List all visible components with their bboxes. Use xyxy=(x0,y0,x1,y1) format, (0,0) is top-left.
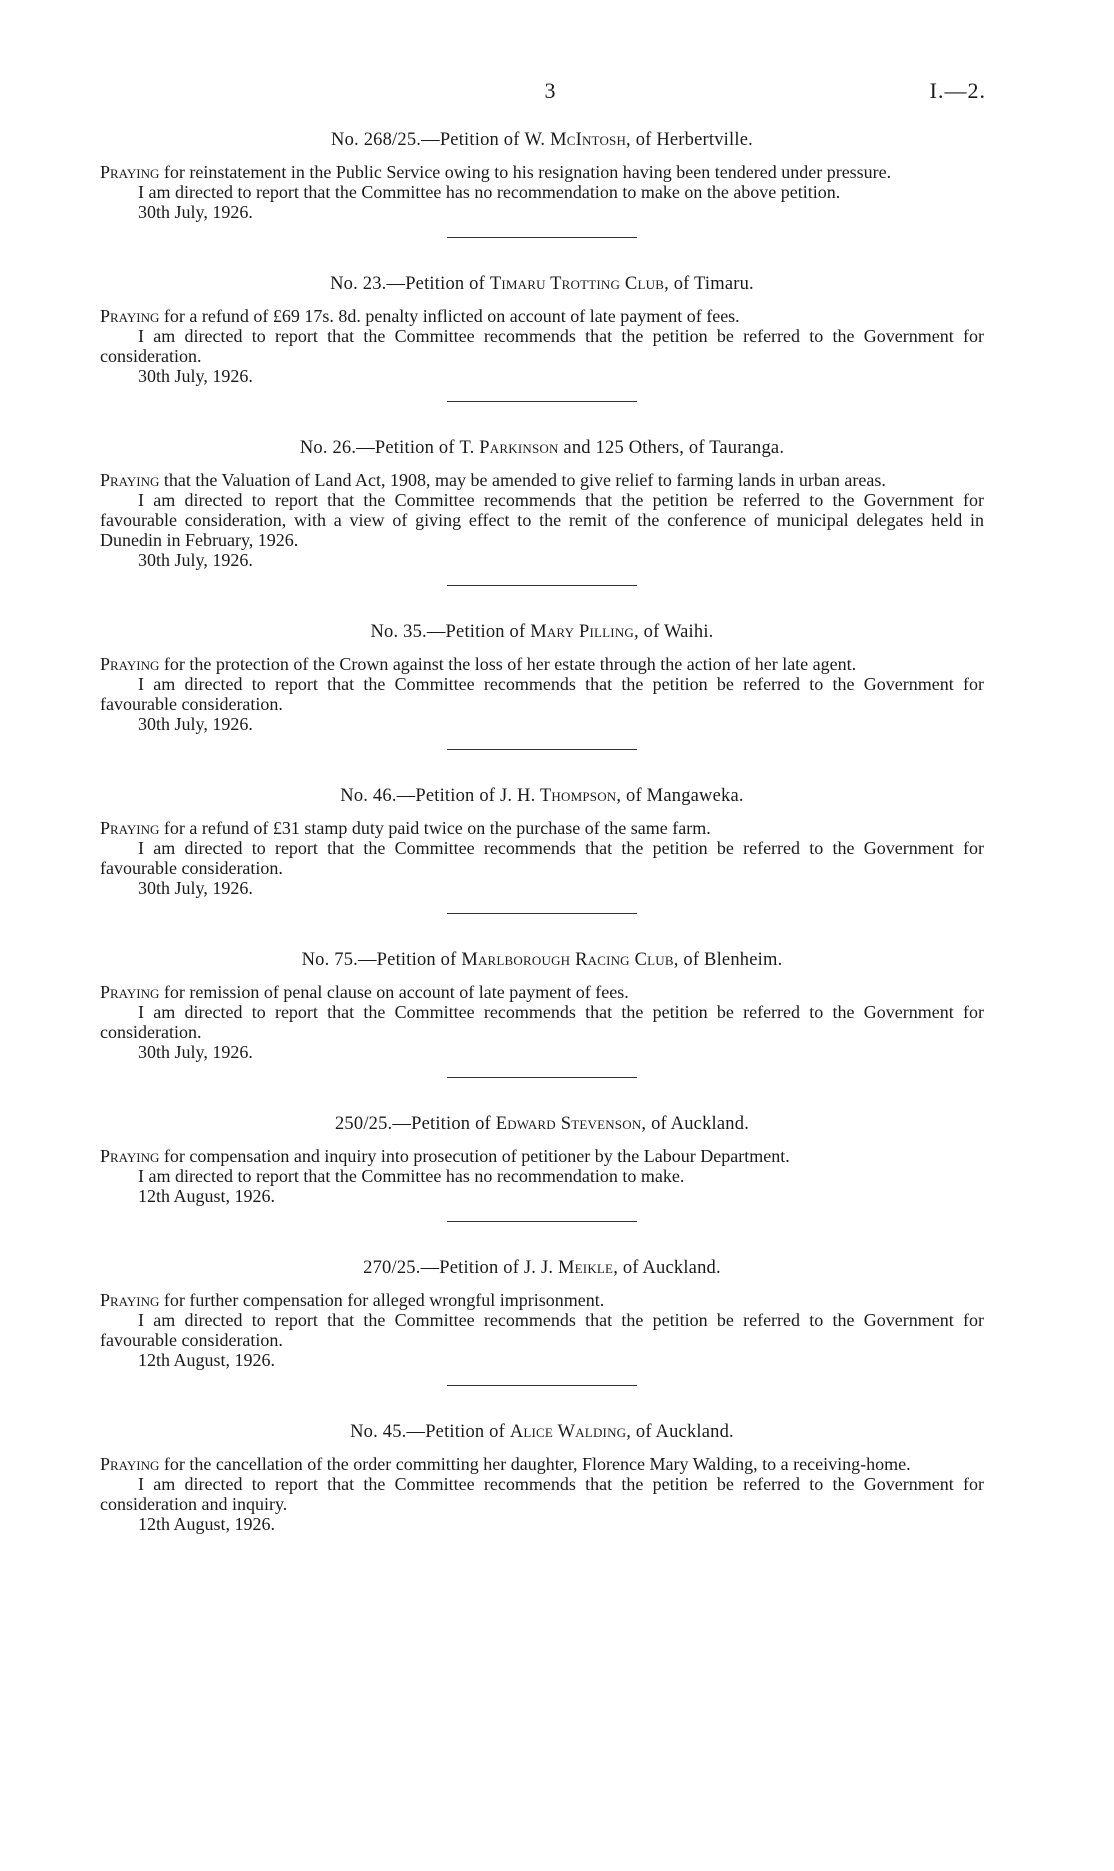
section-divider xyxy=(447,585,637,586)
section-divider xyxy=(447,1385,637,1386)
petition-entry xyxy=(100,784,984,898)
petition-report: I am directed to report that the Committee recommends that the petition be referred to the Government for favourable consideration. xyxy=(100,674,984,714)
petition-praying: Praying for a refund of £69 17s. 8d. penalty inflicted on account of late payment of fees. xyxy=(100,306,740,326)
petition-entry xyxy=(100,272,984,386)
petition-praying: Praying for remission of penal clause on account of late payment of fees. xyxy=(100,982,629,1002)
section-divider xyxy=(447,1077,637,1078)
petition-report: I am directed to report that the Committee recommends that the petition be referred to the Government for consideration. xyxy=(100,1002,984,1042)
petition-title: No. 35.—Petition of Mary Pilling, of Waihi. xyxy=(370,622,714,642)
section-divider xyxy=(447,913,637,914)
petition-title: 250/25.—Petition of Edward Stevenson, of Auckland. xyxy=(334,1114,750,1134)
petition-title: No. 23.—Petition of Timaru Trotting Club, of Timaru. xyxy=(330,274,754,294)
petition-title: No. 268/25.—Petition of W. McIntosh, of Herbertville. xyxy=(331,130,753,150)
petition-date: 12th August, 1926. xyxy=(138,1350,276,1370)
petition-praying: Praying for a refund of £31 stamp duty paid twice on the purchase of the same farm. xyxy=(100,818,711,838)
section-divider xyxy=(447,401,637,402)
petition-report: I am directed to report that the Committee recommends that the petition be referred to the Government for favourable consideration. xyxy=(100,838,984,878)
petition-report: I am directed to report that the Committee recommends that the petition be referred to the Government for favourable consideration. xyxy=(100,1310,984,1350)
petition-title: No. 46.—Petition of J. H. Thompson, of Mangaweka. xyxy=(340,786,744,806)
petition-title: No. 75.—Petition of Marlborough Racing Club, of Blenheim. xyxy=(301,950,783,970)
petition-title: 270/25.—Petition of J. J. Meikle, of Auckland. xyxy=(363,1258,721,1278)
petition-praying: Praying for compensation and inquiry into prosecution of petitioner by the Labour Department. xyxy=(100,1146,790,1166)
petition-date: 12th August, 1926. xyxy=(138,1186,276,1206)
petition-report: I am directed to report that the Committee recommends that the petition be referred to the Government for consideration. xyxy=(100,326,984,366)
petition-praying: Praying for further compensation for alleged wrongful imprisonment. xyxy=(100,1290,605,1310)
petition-praying: Praying that the Valuation of Land Act, 1908, may be amended to give relief to farming lands in urban areas. xyxy=(100,470,886,490)
petition-entry xyxy=(100,1420,984,1534)
section-divider xyxy=(447,1221,637,1222)
petition-entry xyxy=(100,1112,984,1206)
petition-date: 30th July, 1926. xyxy=(138,714,253,734)
document-code: I.—2. xyxy=(929,78,986,103)
petition-report: I am directed to report that the Committee has no recommendation to make on the above petition. xyxy=(138,182,841,202)
petition-praying: Praying for the protection of the Crown against the loss of her estate through the action of her late agent. xyxy=(100,654,857,674)
petition-date: 30th July, 1926. xyxy=(138,202,253,222)
petition-entry xyxy=(100,620,984,734)
petition-title: No. 45.—Petition of Alice Walding, of Auckland. xyxy=(350,1422,734,1442)
petitions-list xyxy=(100,128,984,1534)
petition-title: No. 26.—Petition of T. Parkinson and 125 Others, of Tauranga. xyxy=(299,438,785,458)
petition-praying: Praying for reinstatement in the Public Service owing to his resignation having been tendered under pressure. xyxy=(100,162,892,182)
page-number: 3 xyxy=(544,78,556,103)
petition-entry xyxy=(100,128,984,222)
petition-entry xyxy=(100,436,984,570)
petition-date: 30th July, 1926. xyxy=(138,366,253,386)
petition-date: 30th July, 1926. xyxy=(138,1042,253,1062)
petition-praying: Praying for the cancellation of the order committing her daughter, Florence Mary Walding, to a receiving-home. xyxy=(100,1454,911,1474)
section-divider xyxy=(447,237,637,238)
petition-date: 30th July, 1926. xyxy=(138,550,253,570)
petition-entry xyxy=(100,1256,984,1370)
petition-date: 30th July, 1926. xyxy=(138,878,253,898)
petition-date: 12th August, 1926. xyxy=(138,1514,276,1534)
petition-entry xyxy=(100,948,984,1062)
section-divider xyxy=(447,749,637,750)
petition-report: I am directed to report that the Committee recommends that the petition be referred to the Government for consideration and inquiry. xyxy=(100,1474,984,1514)
petition-report: I am directed to report that the Committee has no recommendation to make. xyxy=(138,1166,685,1186)
petition-report: I am directed to report that the Committee recommends that the petition be referred to the Government for favourable consideration, with a view of giving effect to the remit of the conference of municipal delegates held in Dunedin in February, 1926. xyxy=(100,490,984,550)
